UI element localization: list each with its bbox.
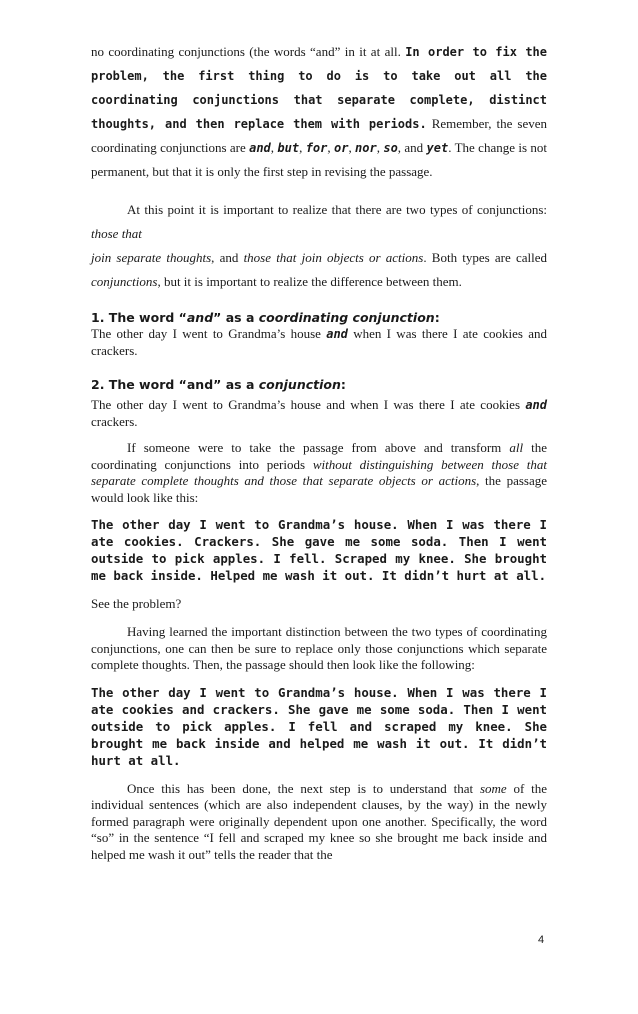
heading-label: conjunction xyxy=(258,377,341,392)
separator: , xyxy=(376,140,384,155)
text: of the individual sentences (which are also independent clauses, by the way) in the newly formed paragraph were originally dependent upon one another. Specifically, the word “so” in the sentence “I fell and scraped my knee so she brought me back inside and helped me wash it out” tells the reader that the xyxy=(91,780,548,862)
separator: , xyxy=(299,140,306,155)
paragraph-transform xyxy=(91,440,547,506)
conjunction-or: or xyxy=(333,141,349,155)
heading-conjunction xyxy=(91,377,547,393)
text: Remember, the seven coordinating conjunctions are xyxy=(91,116,547,155)
text: , and xyxy=(211,250,244,265)
heading-text: : xyxy=(434,310,440,325)
italic-text: conjunctions xyxy=(91,274,158,289)
example-block-incorrect: The other day I went to Grandma’s house. When I was there I ate cookies. Crackers. She gave me some soda. Then I went outside to pick apples. I fell. Scraped my knee. She brought me back inside. Helped me wash it out. It didn’t hurt at all. xyxy=(91,517,547,583)
text: crackers. xyxy=(91,413,138,429)
highlighted-and: and xyxy=(326,327,348,341)
italic-text: all xyxy=(509,440,524,455)
heading-word: and xyxy=(186,310,214,325)
bold-instruction: In order to fix the problem, the first thing to do is to take out all the coordinating conjunctions that separate complete, distinct thoughts, and then replace them with periods. xyxy=(91,45,547,131)
text: The other day I went to Grandma’s house and when I was there I ate cookies xyxy=(91,397,526,412)
italic-text: those that join objects or actions xyxy=(243,250,424,265)
text: , the passage would look like this: xyxy=(91,473,548,505)
conjunction-nor: nor xyxy=(355,141,377,155)
text: If someone were to take the passage from above and transform xyxy=(127,440,510,455)
conjunction-so: so xyxy=(383,141,398,155)
heading-text: ” as a xyxy=(213,310,259,325)
document-page xyxy=(91,40,547,863)
text: The other day I went to Grandma’s house xyxy=(91,326,327,341)
separator: , xyxy=(327,140,334,155)
text: the coordinating conjunctions into periods xyxy=(91,440,547,472)
see-the-problem: See the problem? xyxy=(91,596,182,611)
example-conjunction xyxy=(91,397,547,430)
italic-text: some xyxy=(479,780,507,796)
conjunction-yet: yet xyxy=(426,141,449,155)
text: At this point it is important to realize that there are two types of conjunctions: xyxy=(127,202,547,217)
heading-text: 1. The word “ xyxy=(91,310,187,325)
heading-label: coordinating conjunction xyxy=(258,310,435,325)
heading-text: 2. The word “and” as a xyxy=(91,377,259,392)
paragraph-distinction: Having learned the important distinction between the two types of coordinating conjunctions, one can then be sure to replace only those conjunctions which separate complete thoughts. Then, the passage should then look like the following: xyxy=(91,624,547,672)
text: when I was there I ate cookies and crackers. xyxy=(91,326,547,358)
separator: , xyxy=(348,140,356,155)
example-block-correct: The other day I went to Grandma’s house. When I was there I ate cookies and crackers. She gave me some soda. Then I went outside to pick apples. I fell and scraped my knee. She brought me back inside and helped me wash it out. It didn’t hurt at all. xyxy=(91,684,547,768)
conjunction-but: but xyxy=(277,141,300,155)
text: , but it is important to realize the difference between them. xyxy=(157,274,462,289)
text: no coordinating conjunctions (the words “and” in it at all. xyxy=(91,44,406,59)
separator: , and xyxy=(397,140,427,155)
conjunction-and: and xyxy=(249,141,271,155)
separator: , xyxy=(270,140,278,155)
heading-coordinating-conjunction xyxy=(91,310,547,326)
conjunction-for: for xyxy=(305,141,328,155)
paragraph-intro xyxy=(91,40,547,184)
paragraph-two-types xyxy=(91,198,547,294)
page-number: 4 xyxy=(538,934,545,946)
paragraph-next-step xyxy=(91,781,547,864)
highlighted-and: and xyxy=(525,398,547,412)
text: Once this has been done, the next step is to understand that xyxy=(127,780,480,796)
example-coordinating xyxy=(91,326,547,359)
text: . The change is not permanent, but that it is only the first step in revising the passage. xyxy=(91,140,547,179)
italic-text: those that xyxy=(91,226,142,241)
italic-text: without distinguishing between those that separate complete thoughts and those that separate objects or actions xyxy=(91,456,547,488)
italic-text: join separate thoughts xyxy=(91,250,212,265)
text: . Both types are called xyxy=(423,250,547,265)
heading-text: : xyxy=(340,377,346,392)
